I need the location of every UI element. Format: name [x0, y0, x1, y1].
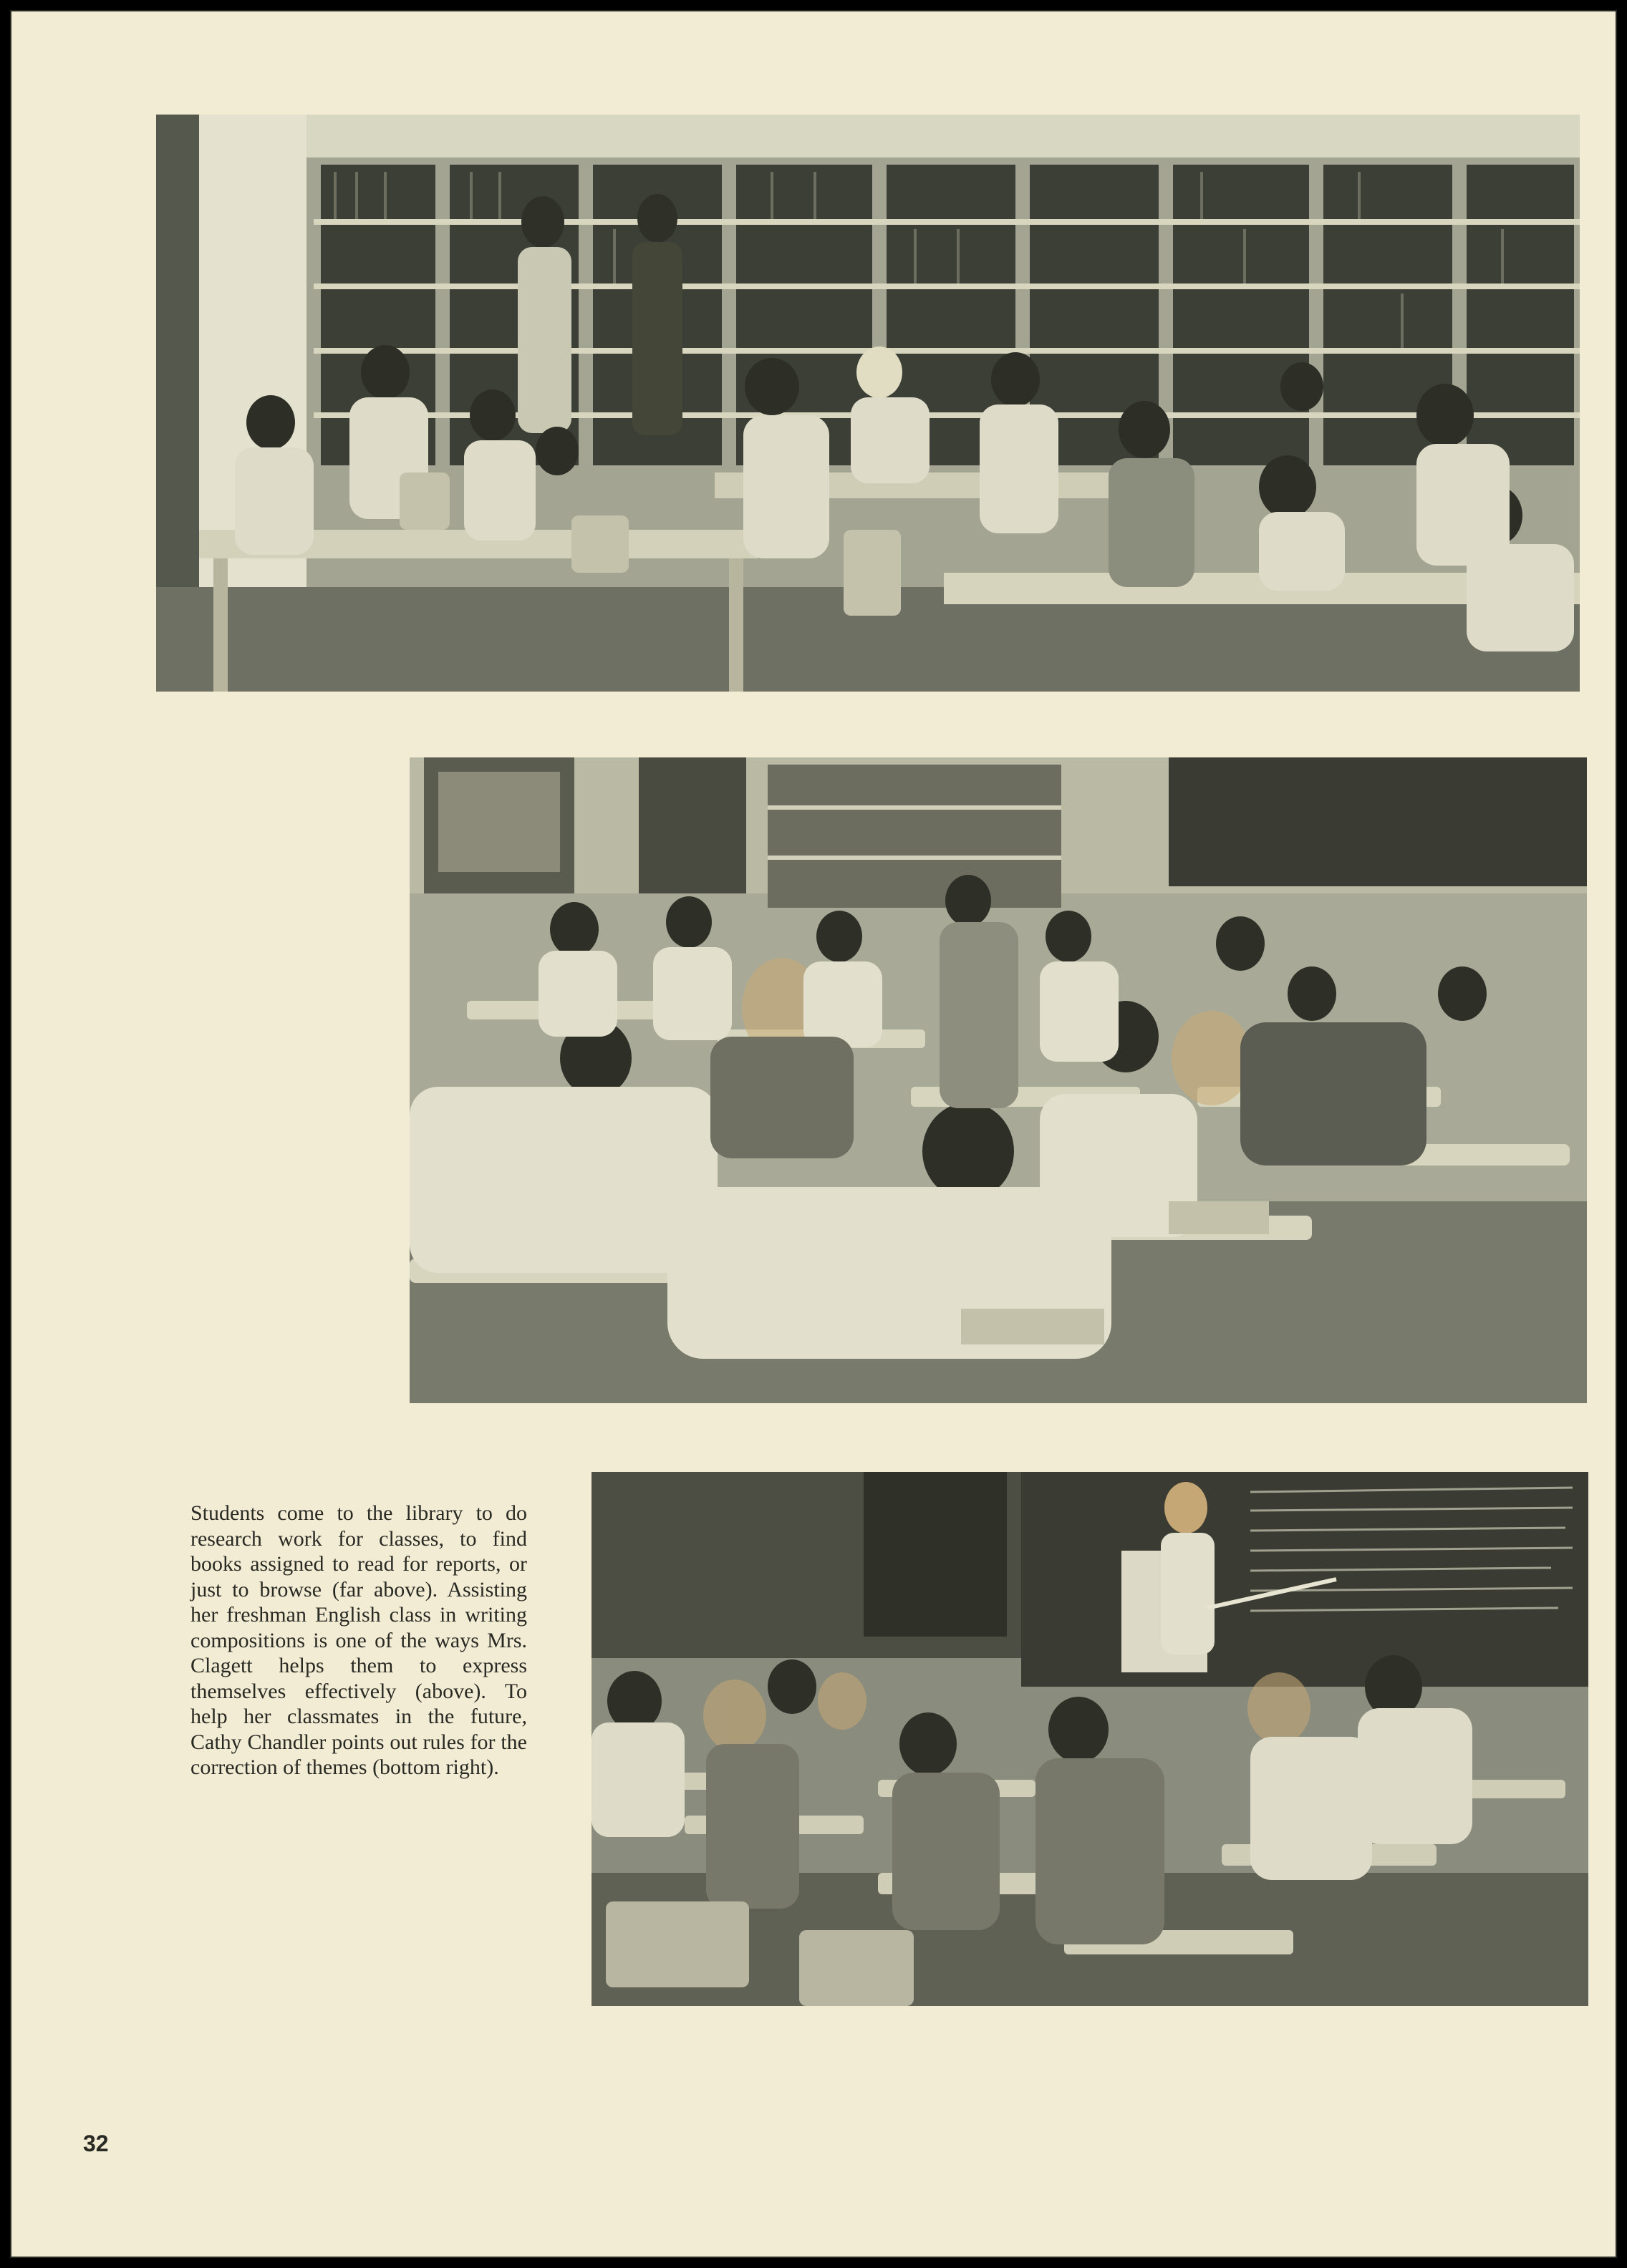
chalkboard-photo — [592, 1472, 1588, 2006]
page-number: 32 — [83, 2131, 109, 2156]
classroom-photo — [410, 757, 1587, 1403]
library-photo — [156, 115, 1580, 692]
photo-caption: Students come to the library to do research work for classes, to find books assigned to read for reports, or just to browse (far above). Assisting her freshman English class in writing compositions is one of the ways Mrs. Clagett helps them to express themselves effectively (above). To help her classmates in the future, Cathy Chandler points out rules for the correction of themes (bottom right). — [190, 1501, 527, 1779]
yearbook-page — [10, 10, 1617, 2258]
library-photo-illustration — [156, 115, 1580, 692]
classroom-photo-illustration — [410, 757, 1587, 1403]
chalkboard-photo-illustration — [592, 1472, 1588, 2006]
